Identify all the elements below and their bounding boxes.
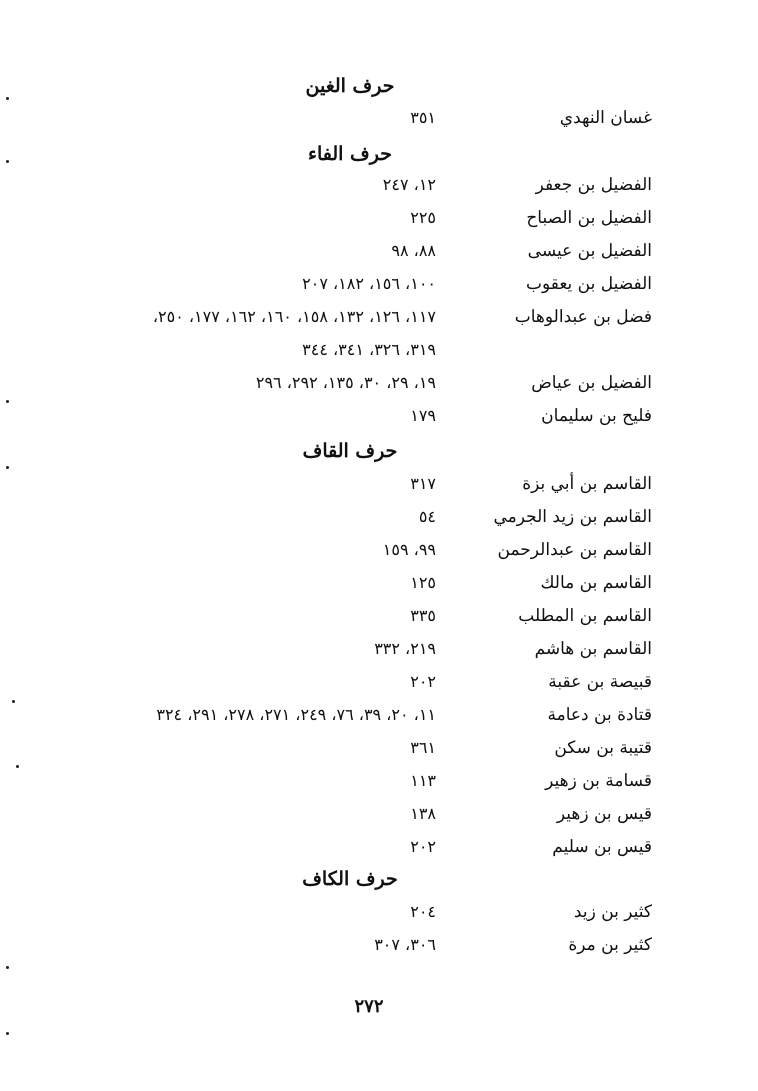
- scan-speck: [16, 765, 19, 768]
- entry-pages-continued: ٣١٩، ٣٢٦، ٣٤١، ٣٤٤: [302, 340, 436, 359]
- entry-name: كثير بن مرة: [568, 935, 652, 955]
- index-entry: [0, 804, 758, 836]
- entry-pages: ١٩، ٢٩، ٣٠، ١٣٥، ٢٩٢، ٢٩٦: [255, 373, 436, 392]
- index-entry: [0, 241, 758, 273]
- index-entry: [0, 902, 758, 934]
- entry-pages: ١٢٥: [410, 573, 436, 592]
- index-entry: [0, 175, 758, 207]
- entry-pages: ٢٠٤: [410, 902, 436, 921]
- index-entry: [0, 108, 758, 140]
- entry-name: قتيبة بن سكن: [554, 738, 652, 758]
- index-entry: [0, 771, 758, 803]
- entry-name: قبيصة بن عقبة: [548, 672, 652, 692]
- entry-name: كثير بن زيد: [573, 902, 652, 922]
- entry-pages: ١٧٩: [410, 406, 436, 425]
- index-entry: [0, 672, 758, 704]
- entry-name: قيس بن سليم: [552, 837, 652, 857]
- entry-name: القاسم بن أبي بزة: [522, 474, 652, 494]
- index-entry: [0, 274, 758, 306]
- entry-pages: ٩٩، ١٥٩: [382, 540, 436, 559]
- index-entry: [0, 208, 758, 240]
- section-heading-faa: حرف الفاء: [308, 143, 392, 165]
- index-entry: [0, 373, 758, 405]
- index-entry: [0, 606, 758, 638]
- entry-name: قيس بن زهير: [556, 804, 652, 824]
- entry-name: فضل بن عبدالوهاب: [514, 307, 652, 327]
- index-entry: [0, 540, 758, 572]
- entry-pages: ٣٠٦، ٣٠٧: [374, 935, 436, 954]
- scan-speck: [6, 97, 9, 100]
- entry-name: فليح بن سليمان: [541, 406, 652, 426]
- index-entry: [0, 639, 758, 671]
- entry-name: قتادة بن دعامة: [547, 705, 652, 725]
- entry-name: الفضيل بن عيسى: [527, 241, 652, 261]
- entry-pages: ٣٦١: [410, 738, 436, 757]
- entry-pages: ١١، ٢٠، ٣٩، ٧٦، ٢٤٩، ٢٧١، ٢٧٨، ٢٩١، ٣٢٤: [156, 705, 436, 724]
- page-number: ٢٧٢: [354, 996, 384, 1017]
- section-heading-qaf: حرف القاف: [302, 440, 398, 462]
- scan-speck: [6, 160, 9, 163]
- scan-speck: [6, 400, 9, 403]
- entry-pages: ٣٥١: [410, 108, 436, 127]
- section-heading-kaf: حرف الكاف: [302, 868, 398, 890]
- scan-speck: [12, 700, 15, 703]
- scan-speck: [6, 1032, 9, 1035]
- section-heading-ghayn: حرف الغين: [305, 75, 395, 97]
- index-entry: [0, 573, 758, 605]
- entry-name: القاسم بن المطلب: [518, 606, 652, 626]
- entry-name: القاسم بن هاشم: [534, 639, 652, 659]
- entry-name: الفضيل بن عياض: [531, 373, 652, 393]
- entry-pages: ٢٠٢: [410, 837, 436, 856]
- entry-pages: ١٠٠، ١٥٦، ١٨٢، ٢٠٧: [302, 274, 436, 293]
- entry-pages: ٣١٧: [410, 474, 436, 493]
- index-entry: [0, 507, 758, 539]
- entry-name: قسامة بن زهير: [545, 771, 652, 791]
- entry-pages: ٢١٩، ٣٣٢: [374, 639, 436, 658]
- entry-name: غسان النهدي: [559, 108, 652, 128]
- scan-speck: [6, 966, 9, 969]
- entry-pages: ١١٧، ١٢٦، ١٣٢، ١٥٨، ١٦٠، ١٦٢، ١٧٧، ٢٥٠،: [152, 307, 436, 326]
- entry-pages: ١١٣: [410, 771, 436, 790]
- index-entry: [0, 406, 758, 438]
- entry-name: الفضيل بن يعقوب: [525, 274, 652, 294]
- index-entry: [0, 307, 758, 339]
- entry-pages: ٢٢٥: [410, 208, 436, 227]
- entry-pages: ٥٤: [418, 507, 436, 526]
- entry-pages: ٣٣٥: [410, 606, 436, 625]
- entry-name: القاسم بن مالك: [540, 573, 652, 593]
- index-entry: [0, 705, 758, 737]
- entry-pages: ٢٠٢: [410, 672, 436, 691]
- entry-name: الفضيل بن الصباح: [526, 208, 652, 228]
- entry-pages: ١٣٨: [410, 804, 436, 823]
- index-entry: [0, 837, 758, 869]
- index-entry-continuation: [0, 340, 758, 372]
- index-entry: [0, 935, 758, 967]
- entry-name: الفضيل بن جعفر: [535, 175, 652, 195]
- entry-name: القاسم بن زيد الجرمي: [493, 507, 652, 527]
- index-entry: [0, 738, 758, 770]
- scan-speck: [6, 466, 9, 469]
- entry-pages: ١٢، ٢٤٧: [382, 175, 436, 194]
- entry-name: القاسم بن عبدالرحمن: [497, 540, 652, 560]
- index-entry: [0, 474, 758, 506]
- entry-pages: ٨٨، ٩٨: [391, 241, 436, 260]
